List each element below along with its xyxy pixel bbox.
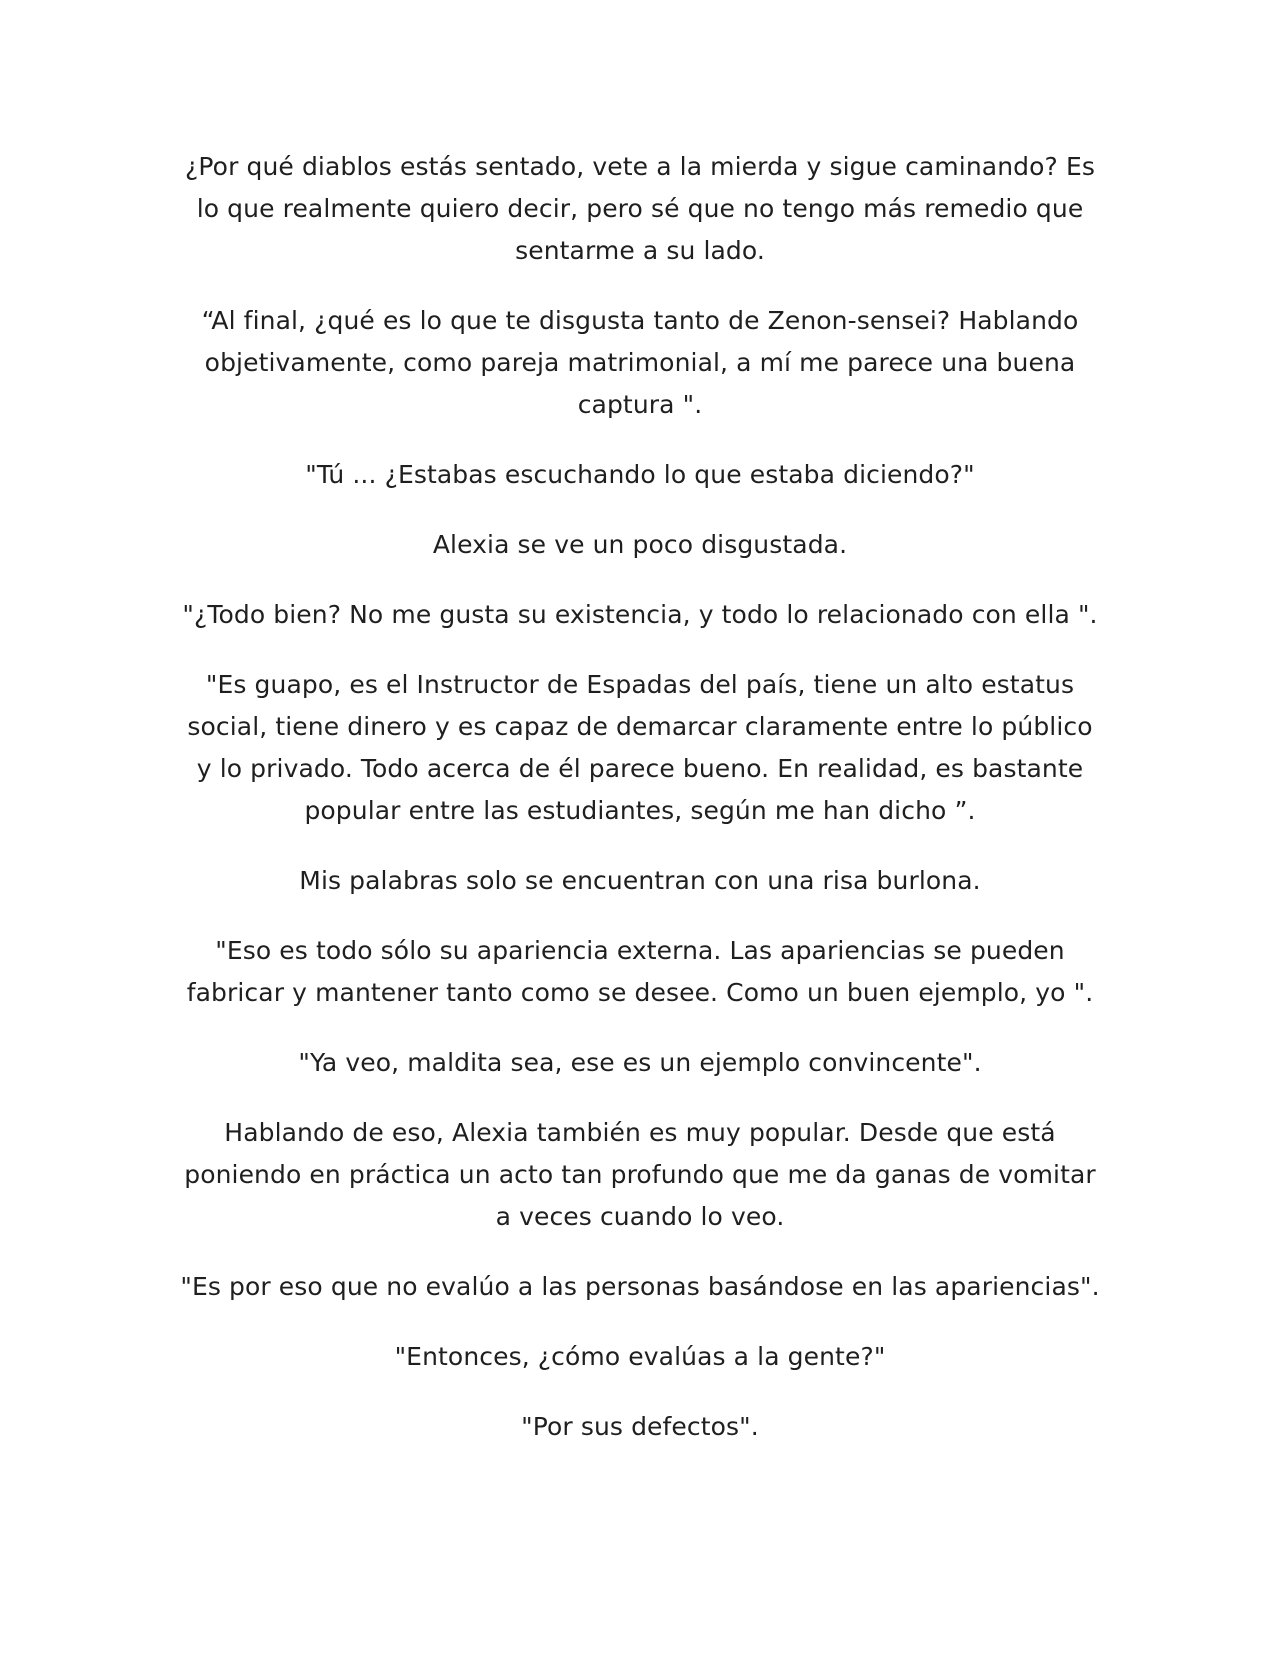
paragraph-11: "Es por eso que no evalúo a las personas basándose en las apariencias".	[180, 1272, 1100, 1301]
paragraph-10: Hablando de eso, Alexia también es muy popular. Desde que está poniendo en práctica un acto tan profundo que me da ganas de vomitar a veces cuando lo veo.	[184, 1118, 1096, 1231]
paragraph-6: "Es guapo, es el Instructor de Espadas del país, tiene un alto estatus social, tiene dinero y es capaz de demarcar claramente entre lo público y lo privado. Todo acerca de él parece bueno. En realidad, es bastante popular entre las estudiantes, según me han dicho ”.	[187, 670, 1093, 825]
paragraph-2: “Al final, ¿qué es lo que te disgusta tanto de Zenon-sensei? Hablando objetivamente, como pareja matrimonial, a mí me parece una buena captura ".	[201, 306, 1079, 419]
paragraph-1: ¿Por qué diablos estás sentado, vete a la mierda y sigue caminando? Es lo que realmente quiero decir, pero sé que no tengo más remedio que sentarme a su lado.	[185, 152, 1095, 265]
paragraph-13: "Por sus defectos".	[521, 1412, 759, 1441]
paragraph-9: "Ya veo, maldita sea, ese es un ejemplo convincente".	[298, 1048, 982, 1077]
paragraph-7: Mis palabras solo se encuentran con una risa burlona.	[299, 866, 981, 895]
paragraph-3: "Tú ... ¿Estabas escuchando lo que estaba diciendo?"	[305, 460, 975, 489]
paragraph-12: "Entonces, ¿cómo evalúas a la gente?"	[394, 1342, 886, 1371]
paragraph-5: "¿Todo bien? No me gusta su existencia, y todo lo relacionado con ella ".	[182, 600, 1098, 629]
paragraph-4: Alexia se ve un poco disgustada.	[432, 530, 848, 559]
paragraph-8: "Eso es todo sólo su apariencia externa. Las apariencias se pueden fabricar y mantener tanto como se desee. Como un buen ejemplo, yo ".	[186, 936, 1094, 1007]
